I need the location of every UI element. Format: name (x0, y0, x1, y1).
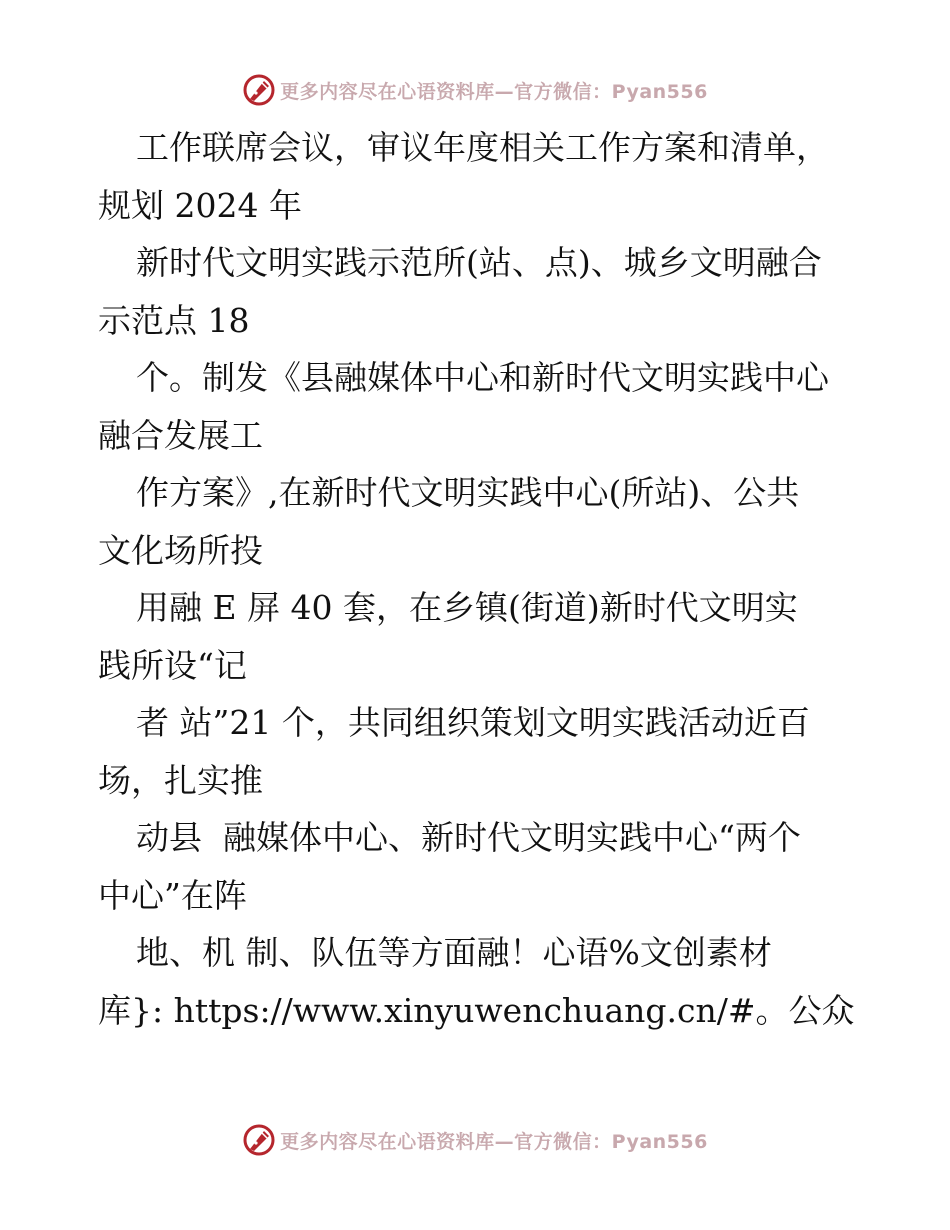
text-line: 新时代文明实践示范所(站、点)、城乡文明融合 (136, 243, 822, 282)
wechat-id: Pyan556 (611, 1130, 708, 1153)
text-line: 动县 融媒体中心、新时代文明实践中心“两个 (136, 818, 801, 857)
document-body (98, 119, 858, 1039)
header-watermark-banner (0, 70, 950, 110)
text-line: 文化场所投 (98, 530, 263, 570)
text-line: 者 站”21 个，共同组织策划文明实践活动近百 (136, 703, 810, 742)
footer-watermark-banner (0, 1120, 950, 1160)
text-line: 个。制发《县融媒体中心和新时代文明实践中心 (136, 358, 829, 397)
text-line: 工作联席会议，审议年度相关工作方案和清单， (136, 128, 829, 167)
text-line: 库}: https://www.xinyuwenchuang.cn/#。公众 (98, 990, 855, 1030)
text-line: 作方案》,在新时代文明实践中心(所站)、公共 (136, 473, 800, 512)
pen-nib-logo (242, 73, 276, 107)
banner-text: 更多内容尽在心语资料库—官方微信：Pyan556 (280, 1130, 708, 1153)
wechat-id: Pyan556 (611, 80, 708, 103)
text-line: 用融 E 屏 40 套，在乡镇(街道)新时代文明实 (136, 588, 798, 627)
text-line: 规划 2024 年 (98, 185, 302, 225)
text-line: 践所设“记 (98, 645, 247, 685)
text-line: 中心”在阵 (98, 875, 247, 915)
text-line: 融合发展工 (98, 415, 263, 455)
banner-text: 更多内容尽在心语资料库—官方微信：Pyan556 (280, 80, 708, 103)
text-line: 场，扎实推 (98, 760, 263, 800)
text-line: 示范点 18 (98, 300, 250, 340)
pen-nib-logo (242, 1123, 276, 1157)
text-line: 地、机 制、队伍等方面融！心语%文创素材 (136, 933, 772, 972)
